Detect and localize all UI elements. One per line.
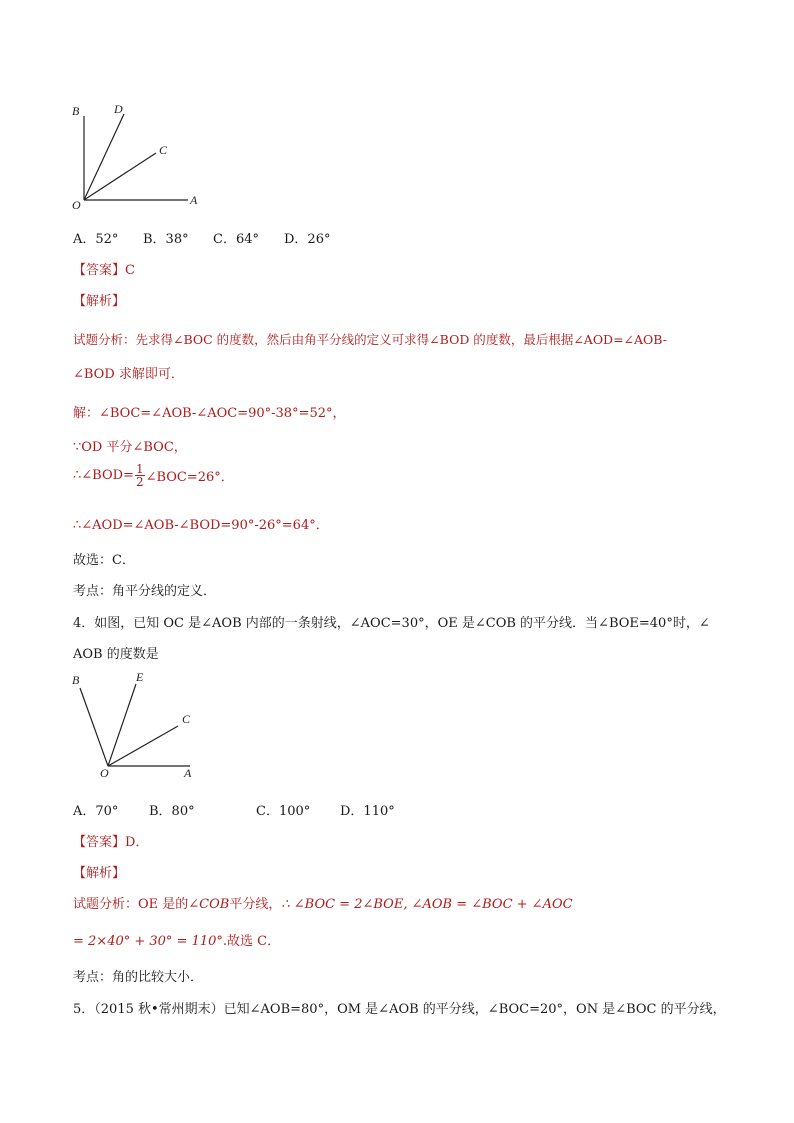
analysis-pre: 试题分析：OE 是的 <box>73 897 189 912</box>
q3-angle-figure <box>66 98 206 213</box>
q4-analysis-line1 <box>73 893 573 912</box>
analysis-math-cob: ∠COB <box>188 897 230 912</box>
q3-solution-line1: 解：∠BOC=∠AOB-∠AOC=90°-38°=52°， <box>73 406 346 421</box>
q4-choice-b: B．80° <box>149 804 195 819</box>
q3-choice-d: D．26° <box>284 232 331 247</box>
answer-label: 【答案】 <box>73 263 126 278</box>
label-e: E <box>136 670 144 684</box>
analysis-line2-post: .故选 C． <box>222 934 281 949</box>
label-o: O <box>100 766 109 780</box>
answer-value: C <box>125 263 135 278</box>
q3-choice-c: C．64° <box>213 232 259 247</box>
q5-stem: 5．（2015 秋•常州期末）已知∠AOB=80°，OM 是∠AOB 的平分线，∠BOC=20°，ON 是∠BOC 的平分线， <box>73 1002 726 1017</box>
q3-kaodian: 考点：角平分线的定义． <box>73 584 217 599</box>
q4-stem-line1: 4．如图，已知 OC 是∠AOB 内部的一条射线，∠AOC=30°，OE 是∠COB 的平分线．当∠BOE=40°时，∠ <box>73 616 710 631</box>
q3-analysis-line1: 试题分析：先求得∠BOC 的度数，然后由角平分线的定义可求得∠BOD 的度数，最后根据∠AOD=∠AOB- <box>73 332 667 347</box>
q4-angle-figure <box>66 668 206 783</box>
solution-line3-post: ∠BOC=26°． <box>145 470 234 485</box>
q4-choice-a: A．70° <box>73 804 119 819</box>
label-c: C <box>159 143 168 157</box>
q3-answer <box>73 259 135 278</box>
q4-answer <box>73 831 148 850</box>
label-o: O <box>72 198 81 212</box>
label-a: A <box>184 766 192 780</box>
q4-choice-c: C．100° <box>256 804 311 819</box>
q4-kaodian: 考点：角的比较大小． <box>73 970 204 985</box>
analysis-mid: 平分线， <box>229 897 282 912</box>
answer-label: 【答案】 <box>73 835 126 850</box>
label-b: B <box>72 673 80 687</box>
ray-ob <box>80 688 108 766</box>
q3-choose: 故选：C． <box>73 553 135 568</box>
q3-solution-line3 <box>73 463 234 488</box>
fraction-one-half <box>135 463 145 488</box>
label-a: A <box>190 193 198 207</box>
fraction-denominator: 2 <box>135 475 144 489</box>
q3-solution-line2: ∵OD 平分∠BOC， <box>73 440 187 455</box>
q3-choice-a: A．52° <box>73 232 119 247</box>
answer-value: D． <box>125 835 149 850</box>
ray-oc <box>108 726 178 766</box>
label-b: B <box>72 104 80 118</box>
q3-analysis-label: 【解析】 <box>73 294 126 309</box>
solution-line3-pre: ∴∠BOD= <box>73 468 134 483</box>
label-d: D <box>114 102 123 116</box>
q3-solution-line4: ∴∠AOD=∠AOB-∠BOD=90°-26°=64°． <box>73 518 329 533</box>
q3-choice-b: B．38° <box>143 232 189 247</box>
q4-analysis-line2 <box>73 930 280 949</box>
ray-oe <box>108 684 136 766</box>
q3-analysis-line2: ∠BOD 求解即可． <box>73 367 184 382</box>
analysis-math-equation: ∴ ∠BOC = 2∠BOE, ∠AOB = ∠BOC + ∠AOC <box>281 897 573 912</box>
fraction-numerator: 1 <box>135 462 144 476</box>
q4-choice-d: D．110° <box>340 804 395 819</box>
q4-stem-line2: AOB 的度数是 <box>73 647 159 662</box>
analysis-line2-math: = 2×40° + 30° = 110° <box>73 934 223 949</box>
q4-analysis-label: 【解析】 <box>73 866 126 881</box>
label-c: C <box>182 712 191 726</box>
